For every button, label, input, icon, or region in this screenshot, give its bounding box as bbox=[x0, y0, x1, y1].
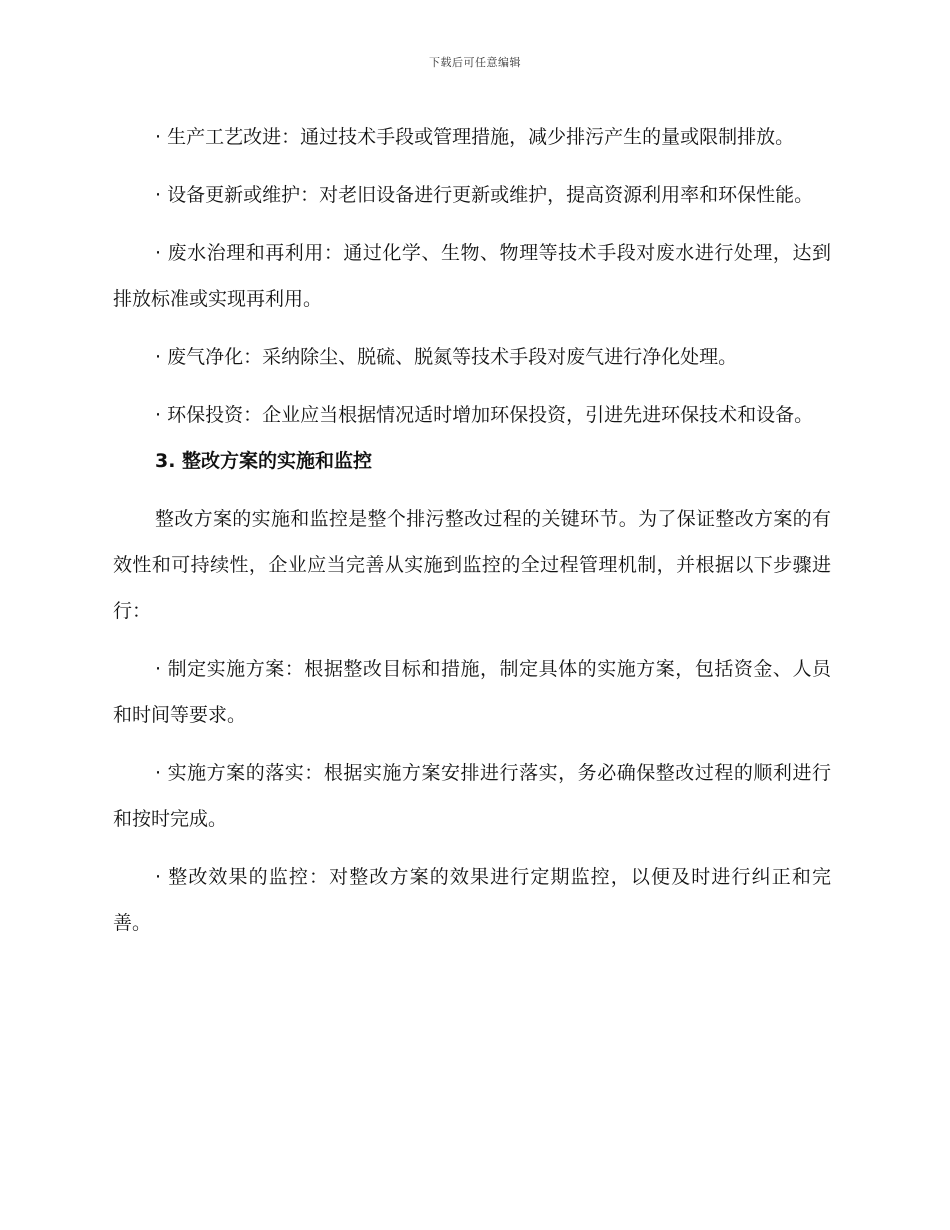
header-note: 下载后可任意编辑 bbox=[429, 56, 521, 69]
bullet-plan-execution: · 实施方案的落实：根据实施方案安排进行落实，务必确保整改过程的顺利进行和按时完成。 bbox=[113, 762, 831, 830]
bullet-equipment-update: · 设备更新或维护：对老旧设备进行更新或维护，提高资源利用率和环保性能。 bbox=[155, 184, 814, 206]
bullet-implementation-plan: · 制定实施方案：根据整改目标和措施，制定具体的实施方案，包括资金、人员和时间等要求。 bbox=[113, 658, 831, 726]
section-heading: 3. 整改方案的实施和监控 bbox=[155, 450, 373, 472]
bullet-effect-monitoring: · 整改效果的监控：对整改方案的效果进行定期监控，以便及时进行纠正和完善。 bbox=[113, 866, 831, 934]
bullet-exhaust-purification: · 废气净化：采纳除尘、脱硫、脱氮等技术手段对废气进行净化处理。 bbox=[155, 346, 738, 368]
bullet-wastewater-treatment: · 废水治理和再利用：通过化学、生物、物理等技术手段对废水进行处理，达到排放标准或实现再利用。 bbox=[113, 242, 831, 310]
document-body bbox=[113, 114, 831, 946]
section-intro: 整改方案的实施和监控是整个排污整改过程的关键环节。为了保证整改方案的有效性和可持续性，企业应当完善从实施到监控的全过程管理机制，并根据以下步骤进行： bbox=[113, 508, 831, 622]
bullet-environmental-investment: · 环保投资：企业应当根据情况适时增加环保投资，引进先进环保技术和设备。 bbox=[155, 404, 814, 426]
bullet-process-improvement: · 生产工艺改进：通过技术手段或管理措施，减少排污产生的量或限制排放。 bbox=[155, 126, 795, 148]
